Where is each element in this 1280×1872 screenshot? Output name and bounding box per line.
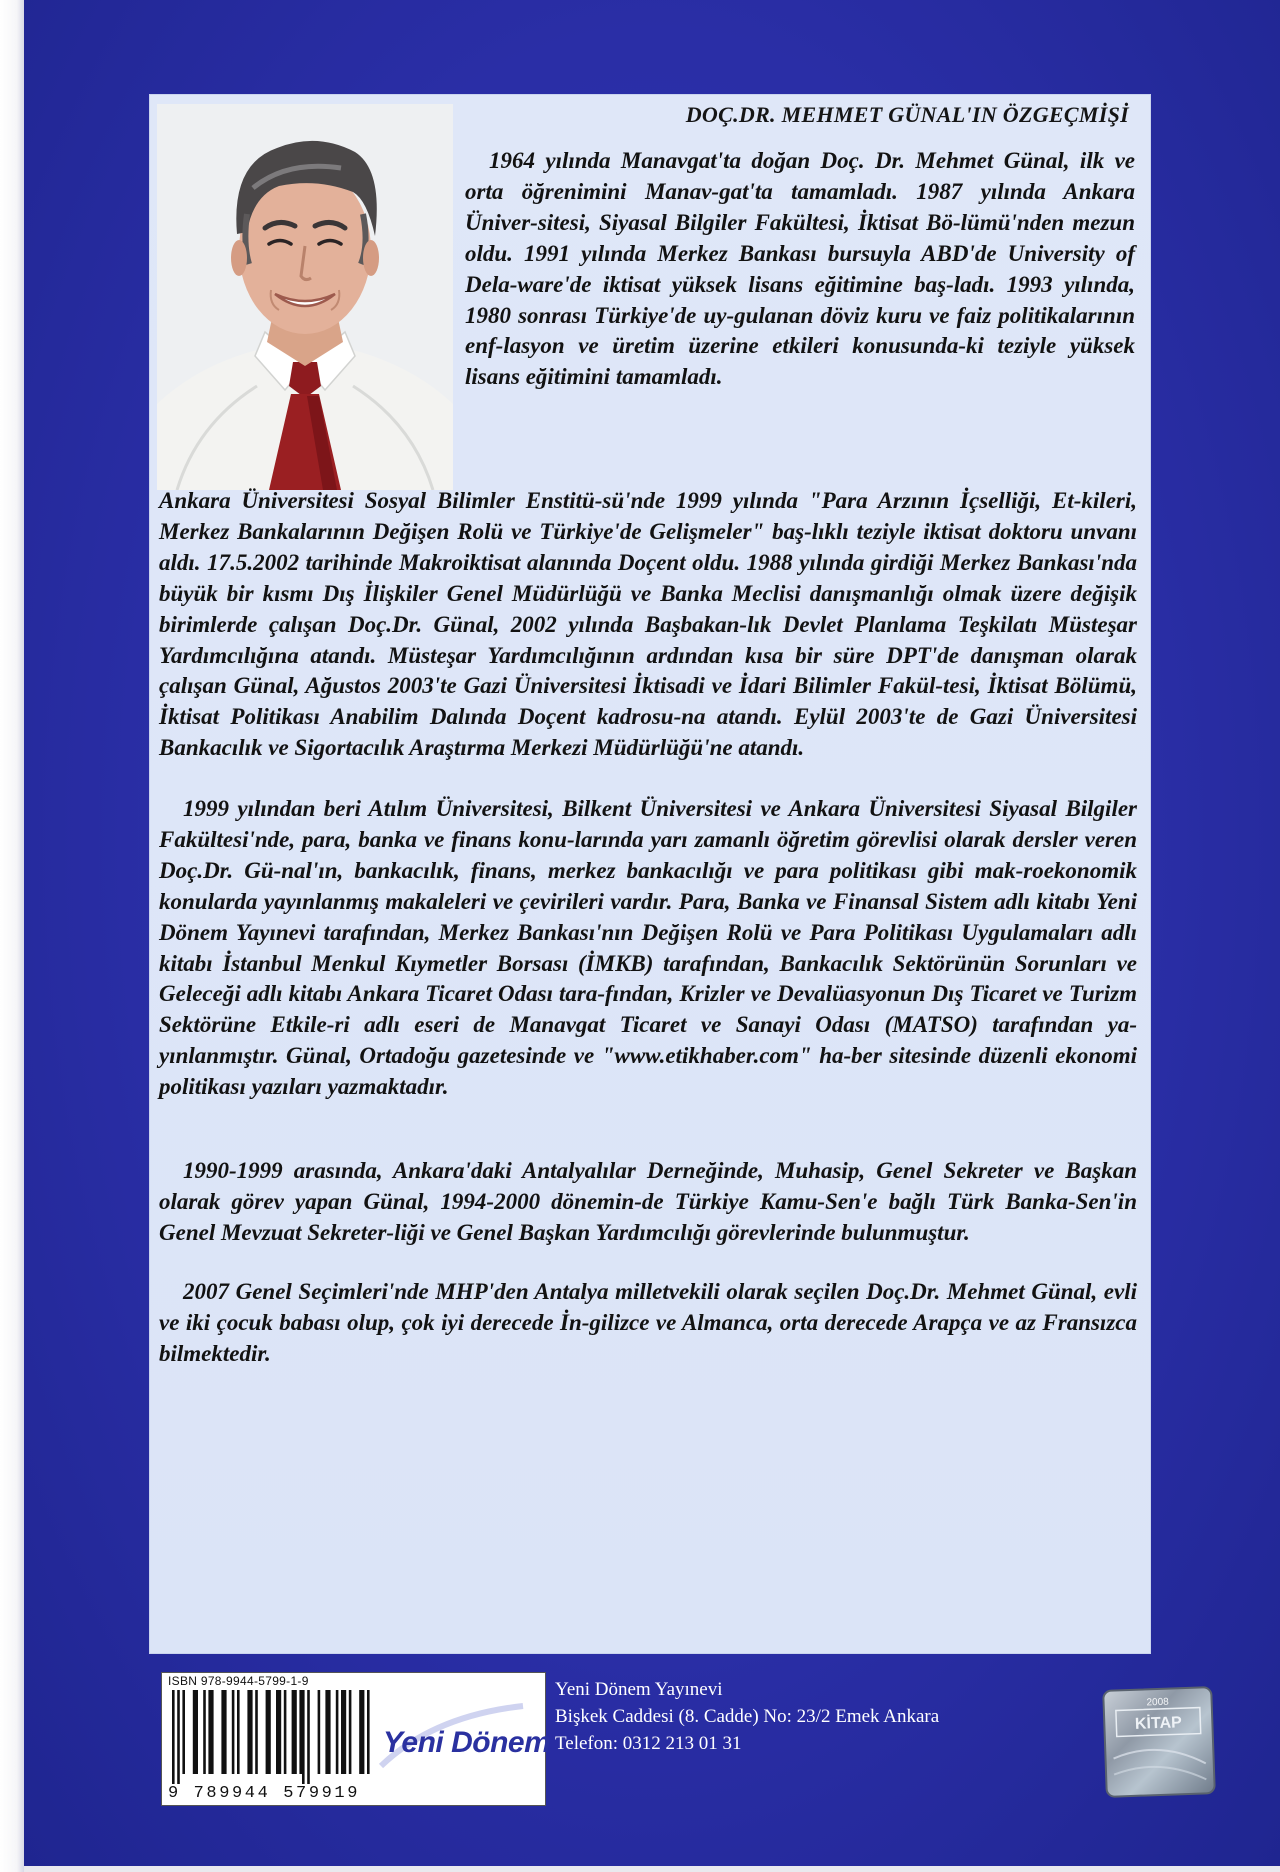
publisher-logo-text: Yeni Dönem bbox=[383, 1726, 551, 1759]
biography-paragraph-1-lower: Ankara Üniversitesi Sosyal Bilimler Enstitü-sü'nde 1999 yılında "Para Arzının İçselliği, Et-kileri, Merkez Bankalarının Değişen Rolü ve Türkiye'de Gelişmeler" baş-lıklı teziyle iktisat doktoru unvanı aldı. 17.5.2002 tarihinde Makroiktisat alanında Doçent oldu. 1988 yılında girdiği Merkez Bankası'nda büyük bir kısmı Dış İlişkiler Genel Müdürlüğü ve Banka Meclisi danışmanlığı olmak üzere değişik birimlerde çalışan Doç.Dr. Günal, 2002 yılında Başbakan-lık Devlet Planlama Teşkilatı Müsteşar Yardımcılığına atandı. Müsteşar Yardımcılığının ardından kısa bir süre DPT'de danışman olarak çalışan Günal, Ağustos 2003'te Gazi Üniversitesi İktisadi ve İdari Bilimler Fakül-tesi, İktisat Bölümü, İktisat Politikası Anabilim Dalında Doçent kadrosu-na atandı. Eylül 2003'te de Gazi Üniversitesi Bankacılık ve Sigortacılık Araştırma Merkezi Müdürlüğü'ne atandı. bbox=[159, 488, 1137, 761]
barcode-digits: 9 789944 579919 bbox=[168, 1784, 361, 1803]
biography-title: DOÇ.DR. MEHMET GÜNAL'IN ÖZGEÇMİŞİ bbox=[685, 102, 1129, 127]
back-cover bbox=[24, 0, 1280, 1866]
hologram-sticker bbox=[1101, 1685, 1217, 1799]
publisher-info bbox=[555, 1676, 939, 1757]
publisher-logo bbox=[373, 1676, 551, 1804]
publisher-phone: Telefon: 0312 213 01 31 bbox=[555, 1733, 742, 1754]
hologram-year: 2008 bbox=[1146, 1696, 1169, 1709]
biography-paragraph-2: 1999 yılından beri Atılım Üniversitesi, Bilkent Üniversitesi ve Ankara Üniversitesi Siyasal Bilgiler Fakültesi'nde, para, banka ve finans konu-larında yarı zamanlı öğretim görevlisi olarak dersler veren Doç.Dr. Gü-nal'ın, bankacılık, finans, merkez bankacılığı ve para politikası gibi mak-roekonomik konularda yayınlanmış makaleleri ve çevirileri vardır. Para, Banka ve Finansal Sistem adlı kitabı Yeni Dönem Yayınevi tarafından, Merkez Bankası'nın Değişen Rolü ve Para Politikası Uygulamaları adlı kitabı İstanbul Menkul Kıymetler Borsası (İMKB) tarafından, Bankacılık Sektörünün Sorunları ve Geleceği adlı kitabı Ankara Ticaret Odası tara-fından, Krizler ve Devalüasyonun Dış Ticaret ve Turizm Sektörüne Etkile-ri adlı eseri de Manavgat Ticaret ve Sanayi Odası (MATSO) tarafından ya-yınlanmıştır. Günal, Ortadoğu gazetesinde ve "www.etikhaber.com" ha-ber sitesinde düzenli ekonomi politikası yazıları yazmaktadır. bbox=[159, 796, 1137, 1100]
scan-edge-bottom bbox=[24, 1866, 1280, 1872]
biography-paragraph-1-upper: 1964 yılında Manavgat'ta doğan Doç. Dr. Mehmet Günal, ilk ve orta öğrenimini Manav-gat'ta tamamladı. 1987 yılında Ankara Üniver-sitesi, Siyasal Bilgiler Fakültesi, İktisat Bö-lümü'nden mezun oldu. 1991 yılında Merkez Bankası bursuyla ABD'de University of Dela-ware'de iktisat yüksek lisans eğitimine baş-ladı. 1993 yılında, 1980 sonrası Türkiye'de uy-gulanan döviz kuru ve faiz politikalarının enf-lasyon ve üretim üzerine etkileri konusunda-ki teziyle yüksek lisans eğitimini tamamladı. bbox=[465, 148, 1135, 390]
biography-paragraph-4: 2007 Genel Seçimleri'nde MHP'den Antalya milletvekili olarak seçilen Doç.Dr. Mehmet Günal, evli ve iki çocuk babası olup, çok iyi derecede İn-gilizce ve Almanca, orta derecede Arapça ve az Fransızca bilmektedir. bbox=[159, 1279, 1137, 1366]
biography-paragraph-3: 1990-1999 arasında, Ankara'daki Antalyalılar Derneğinde, Muhasip, Genel Sekreter ve Başkan olarak görev yapan Günal, 1994-2000 dönemin-de Türkiye Kamu-Sen'e bağlı Türk Banka-Sen'in Genel Mevzuat Sekreter-liği ve Genel Başkan Yardımcılığı görevlerinde bulunmuştur. bbox=[159, 1158, 1137, 1245]
isbn-number: ISBN 978-9944-5799-1-9 bbox=[168, 1674, 309, 1688]
author-portrait-illustration bbox=[157, 104, 453, 490]
hologram-label: KİTAP bbox=[1134, 1714, 1183, 1733]
author-portrait bbox=[157, 104, 453, 490]
publisher-address: Bişkek Caddesi (8. Cadde) No: 23/2 Emek Ankara bbox=[555, 1706, 940, 1727]
publisher-name: Yeni Dönem Yayınevi bbox=[555, 1679, 723, 1700]
biography-panel bbox=[149, 94, 1151, 1654]
scan-edge-left bbox=[0, 0, 24, 1872]
